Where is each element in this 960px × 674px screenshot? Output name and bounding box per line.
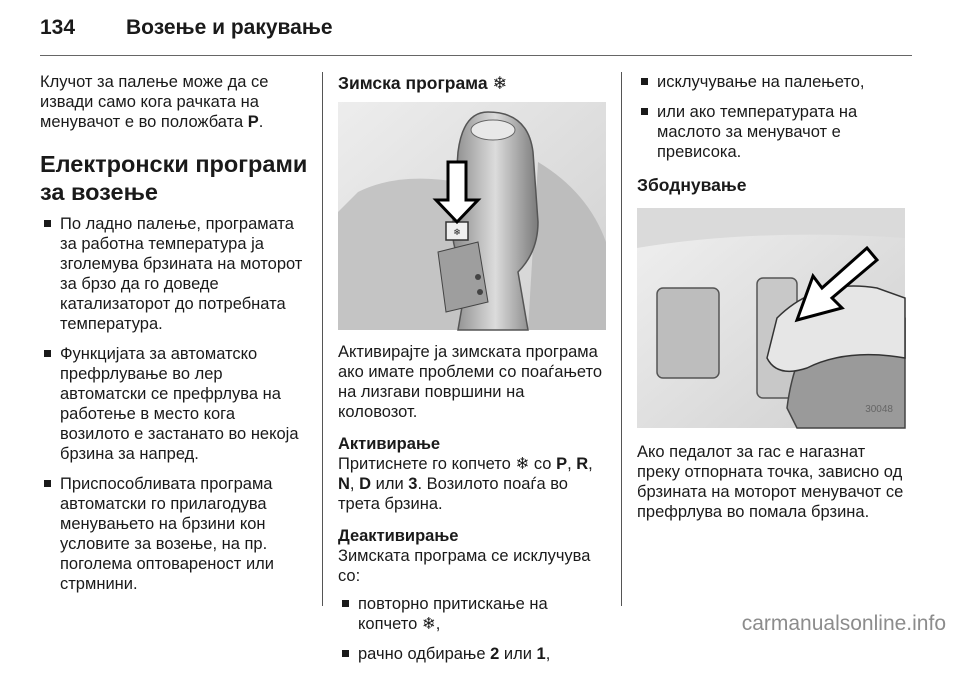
list-item: или ако температурата на маслото за менувачот е превисока. (637, 102, 909, 162)
list-item: исклучување на палењето, (637, 72, 909, 92)
column-divider (621, 72, 622, 606)
list-item: повторно притискање на копчето ❄, (338, 594, 606, 634)
bullet-list (637, 72, 909, 162)
list-item: Приспособливата програма автоматски го прилагодува менувањето на брзини кон условите за возење, на пр. поголема оптовареност или стрмнини. (40, 474, 308, 594)
snowflake-icon: ❄ (421, 615, 436, 633)
snowflake-icon: ❄ (515, 455, 530, 473)
list-item: По ладно палење, програмата за работна температура ја зголемува брзината на моторот за брзо да го доведе катализаторот до потребната температура. (40, 214, 308, 334)
pedal-kickdown-illustration (637, 208, 905, 428)
subheading-activation: Активирање (338, 435, 441, 453)
bullet-list (40, 214, 308, 594)
gear-selector-illustration (338, 102, 606, 330)
page-header (40, 16, 920, 56)
activation-text: Притиснете го копчето ❄ со P, R, N, D или 3. Возилото поаѓа во трета брзина. (338, 455, 593, 513)
section-heading-winter-program: Зимска програма ❄ (338, 73, 508, 93)
subheading-deactivation: Деактивирање (338, 527, 459, 545)
column-middle (338, 72, 606, 674)
list-item: Функцијата за автоматско префрлување во лер автоматски се префрлува на работење в место кога возилото е застанато во некоја брзина за напред. (40, 344, 308, 464)
winter-program-caption: Активирајте ја зимската програма ако имате проблеми со поаѓањето на лизгави површини на коловозот. (338, 343, 603, 421)
figure-number: 30048 (865, 404, 893, 415)
column-left (40, 72, 308, 604)
column-divider (322, 72, 323, 606)
intro-paragraph: Клучот за палење може да се извади само кога рачката на менувачот е во положбата P. (40, 73, 269, 131)
deactivation-text: Зимската програма се исклучува со: (338, 547, 591, 585)
bullet-list (338, 594, 606, 664)
page-number: 134 (40, 16, 76, 39)
snowflake-icon: ❄ (492, 73, 508, 93)
svg-text:❄: ❄ (453, 228, 461, 238)
header-divider (40, 55, 912, 56)
kickdown-caption: Ако педалот за гас е нагазнат преку отпорната точка, зависно од брзината на моторот менувачот се префрлува во помала брзина. (637, 443, 904, 521)
watermark-text: carmanualsonline.info (741, 612, 946, 635)
list-item: рачно одбирање 2 или 1, (338, 644, 606, 664)
section-heading-electronic-programs: Електронски програми за возење (40, 151, 308, 205)
section-heading-kickdown: Збоднување (637, 175, 747, 195)
column-right (637, 72, 909, 522)
page-title: Возење и ракување (126, 16, 333, 39)
